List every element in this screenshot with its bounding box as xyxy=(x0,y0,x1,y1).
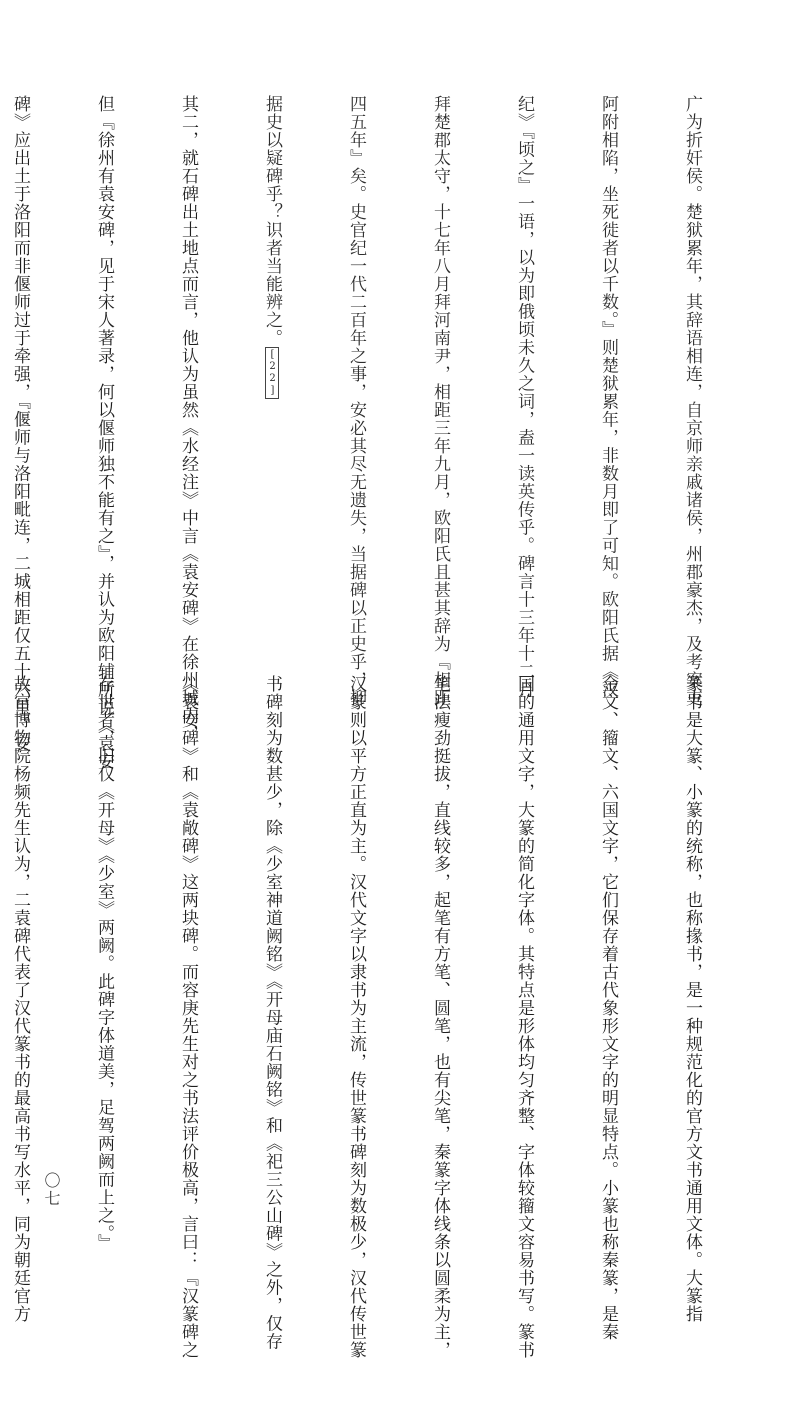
paragraph-line: 《袁安碑》和《袁敞碑》这两块碑。而容庚先生对之书法评价极高，言曰：『汉篆碑之 xyxy=(178,675,198,1359)
upper-text-block xyxy=(10,95,762,771)
paragraph-line: 其二，就石碑出土地点而言，他认为虽然《水经注》中言《袁安碑》在徐州城内， xyxy=(178,95,198,743)
footnote-marker: [22] xyxy=(267,349,278,397)
quote-line: 阿附相陷，坐死徙者以千数。』则楚狱累年，非数月即了可知。欧阳氏据《汉 xyxy=(598,95,618,699)
paragraph-line: 存世者，旧仅《开母》《少室》两阙。此碑字体道美，足驾两阙而上之。』 xyxy=(94,675,114,1252)
quote-line: 广为折奸侯。楚狱累年，其辞语相连，自京师亲戚诸侯，州郡豪杰，及考案吏 xyxy=(682,95,702,707)
paragraph-line: 金文、籀文、六国文字，它们保存着古代象形文字的明显特点。小篆也称秦篆，是秦 xyxy=(598,675,618,1341)
page-number: 〇七 xyxy=(42,1172,61,1208)
quote-text: 据史以疑碑乎？识者当能辨之。 xyxy=(262,95,282,347)
quote-line: 四五年』矣。史官纪一代二百年之事，安必其尽无遗失，当据碑以正史乎，抑 xyxy=(346,95,366,707)
paragraph-line: 笔法瘦劲挺拔，直线较多，起笔有方笔、圆笔，也有尖笔，秦篆字体线条以圆柔为主， xyxy=(430,675,450,1359)
quote-line: 纪》『顷之』一语，以为即俄顷未久之词，盍一读英传乎。碑言十三年十二月 xyxy=(514,95,534,699)
paragraph-line: 但『徐州有袁安碑，见于宋人著录，何以偃师独不能有之』，并认为欧阳辅所说《袁安 xyxy=(94,95,114,771)
quote-line: 拜楚郡太守，十七年八月拜河南尹，相距三年九月，欧阳氏且甚其辞为『相距 xyxy=(430,95,450,707)
paragraph-line: 篆书是大篆、小篆的统称，也称掾书，是一种规范化的官方文书通用文体。大篆指 xyxy=(682,675,702,1323)
paragraph-line: 故宫博物院杨频先生认为，二袁碑代表了汉代篆书的最高书写水平，同为朝廷官方 xyxy=(10,675,30,1323)
quote-line-last xyxy=(258,95,286,648)
paragraph-line: 国的通用文字，大篆的简化字体。其特点是形体均匀齐整、字体较籀文容易书写。篆书 xyxy=(514,675,534,1359)
paragraph-line: 汉篆则以平方正直为主。汉代文字以隶书为主流，传世篆书碑刻为数极少，汉代传世篆 xyxy=(346,675,366,1359)
paragraph-line: 碑》应出土于洛阳而非偃师过于牵强，『偃师与洛阳毗连，二城相距仅五十六里。安 xyxy=(10,95,30,753)
paragraph-line: 书碑刻为数甚少，除《少室神道阙铭》《开母庙石阙铭》和《祀三公山碑》之外，仅存 xyxy=(262,675,282,1351)
